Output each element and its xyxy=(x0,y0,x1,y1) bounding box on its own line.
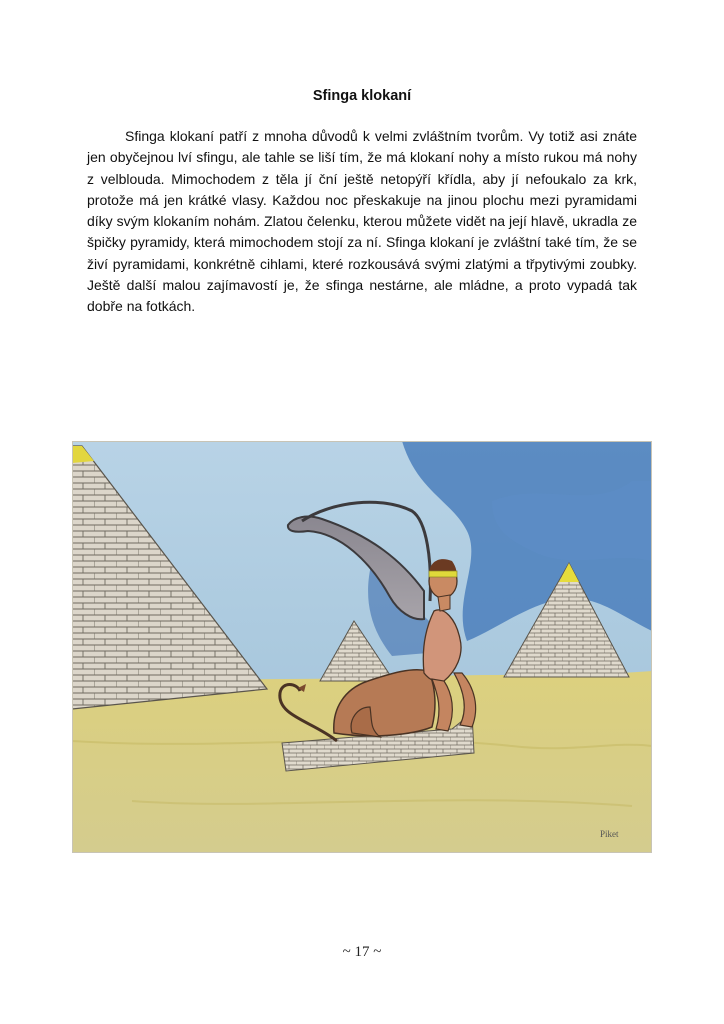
page-title: Sfinga klokaní xyxy=(312,88,412,104)
page-number: ~ 17 ~ xyxy=(342,944,382,960)
story-paragraph: Sfinga klokaní patří z mnoha důvodů k velmi zvláštním tvorům. Vy totiž asi znáte jen obyčejnou lví sfingu, ale tahle se liší tím, že má klokaní nohy a místo rukou má nohy z velblouda. Mimochodem z těla jí ční ještě netopýří křídla, aby jí nefoukalo za krk, protože má jen krátké vlasy. Každou noc přeskakuje na jinou plochu mezi pyramidami díky svým klokaním nohám. Zlatou čelenku, kterou můžete vidět na její hlavě, ukradla ze špičky pyramidy, která mimochodem stojí za ní. Sfinga klokaní je zvláštní také tím, že se živí pyramidami, konkrétně cihlami, které rozkousává svými zlatými a třpytivými zoubky. Ještě další malou zajímavostí je, že sfinga nestárne, ale mládne, a proto vypadá tak dobře na fotkách. xyxy=(87,128,637,315)
sphinx-headband xyxy=(429,571,457,577)
artist-signature: Piket xyxy=(600,829,619,839)
sphinx-illustration xyxy=(72,441,652,853)
